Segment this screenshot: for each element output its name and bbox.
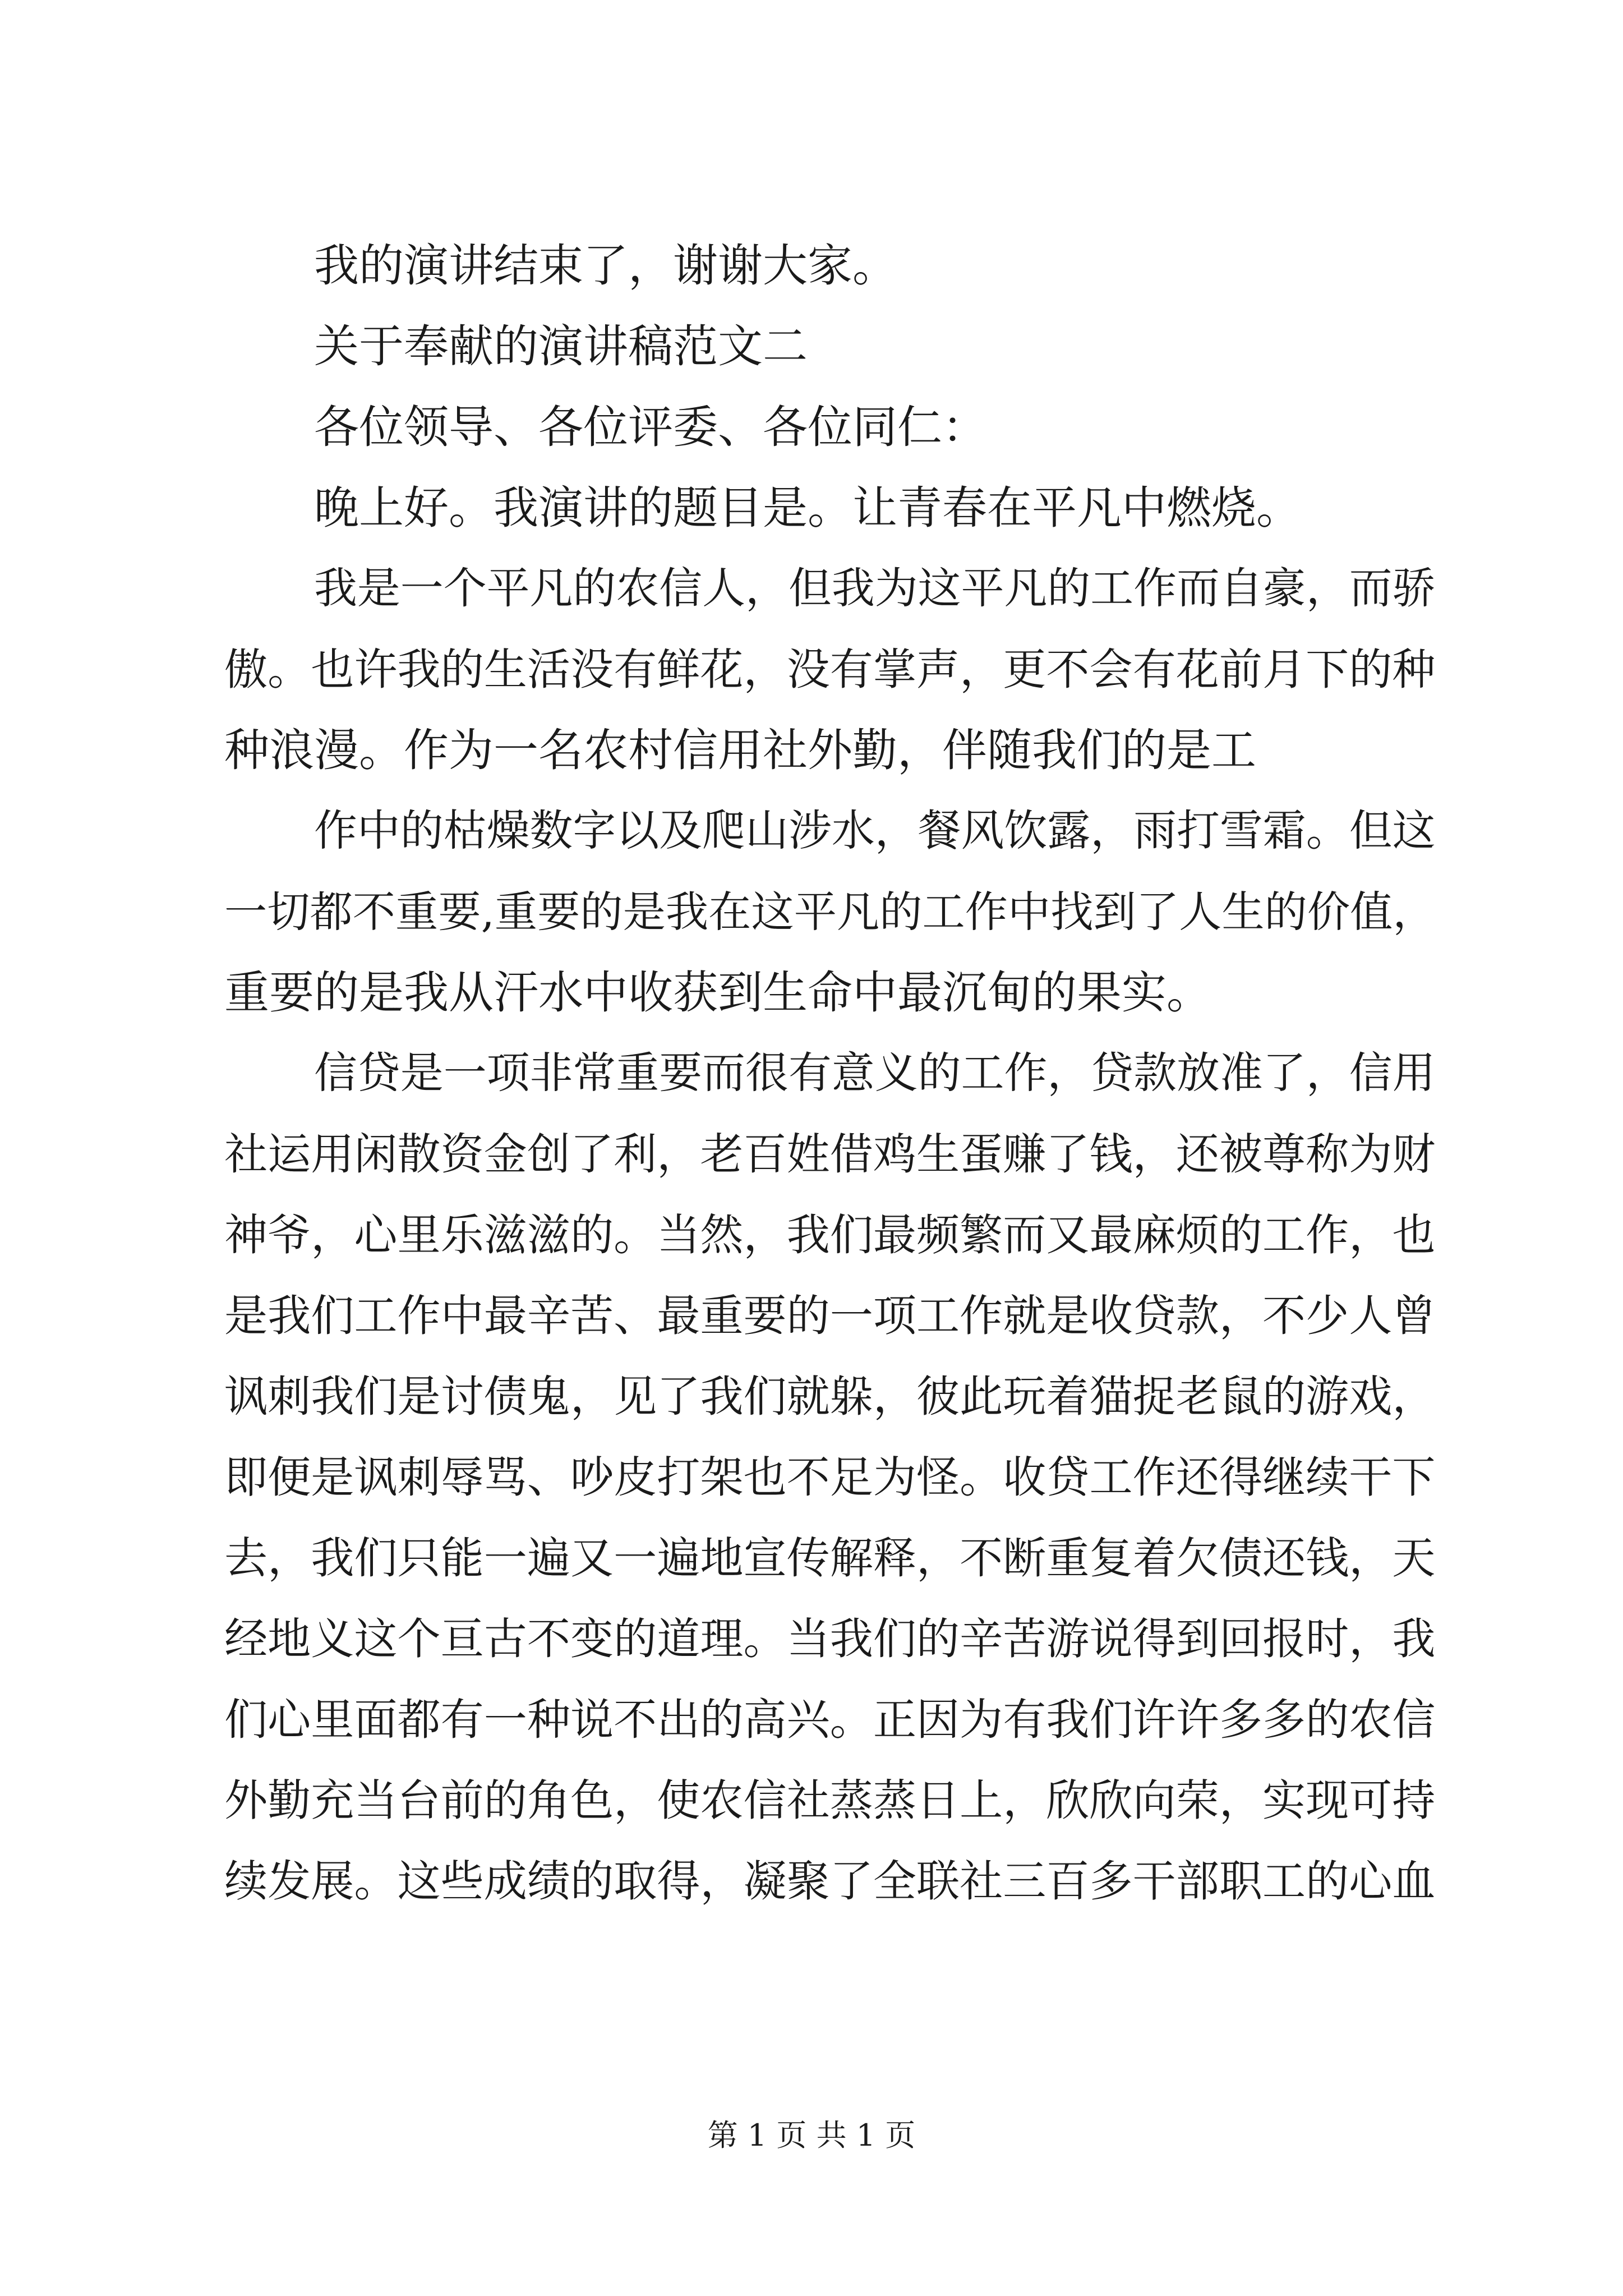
text-line: 讽刺我们是讨债鬼，见了我们就躲，彼此玩着猫捉老鼠的游戏， [224,1372,1436,1422]
text-line: 我的演讲结束了，谢谢大家。 [314,240,897,292]
page-number-label: 第 1 页 共 1 页 [707,2118,916,2153]
text-line: 去，我们只能一遍又一遍地宣传解释，不断重复着欠债还钱，天 [224,1533,1436,1584]
text-line: 我是一个平凡的农信人，但我为这平凡的工作而自豪，而骄 [314,564,1436,614]
text-line: 一切都不重要,重要的是我在这平凡的工作中找到了人生的价值， [224,887,1436,937]
text-line: 神爷，心里乐滋滋的。当然，我们最频繁而又最麻烦的工作，也 [224,1210,1436,1260]
text-line: 们心里面都有一种说不出的高兴。正因为有我们许许多多的农信 [224,1695,1436,1745]
text-line: 种浪漫。作为一名农村信用社外勤，伴随我们的是工 [224,724,1256,776]
text-line: 社运用闲散资金创了利，老百姓借鸡生蛋赚了钱，还被尊称为财 [224,1129,1436,1180]
salutation-line: 各位领导、各位评委、各位同仁： [314,401,987,453]
text-line: 信贷是一项非常重要而很有意义的工作，贷款放准了，信用 [314,1048,1436,1098]
text-line: 重要的是我从汗水中收获到生命中最沉甸的果实。 [224,967,1211,1019]
text-line: 是我们工作中最辛苦、最重要的一项工作就是收贷款，不少人曾 [224,1291,1436,1341]
text-line: 外勤充当台前的角色，使农信社蒸蒸日上，欣欣向荣，实现可持 [224,1775,1436,1826]
section-heading: 关于奉献的演讲稿范文二 [314,320,808,372]
text-line: 晚上好。我演讲的题目是。让青春在平凡中燃烧。 [314,482,1301,534]
text-line: 即便是讽刺辱骂、吵皮打架也不足为怪。收贷工作还得继续干下 [224,1452,1436,1503]
text-line: 作中的枯燥数字以及爬山涉水，餐风饮露，雨打雪霜。但这 [314,806,1436,856]
document-body [224,226,1436,1922]
text-line: 续发展。这些成绩的取得，凝聚了全联社三百多干部职工的心血 [224,1856,1436,1907]
page-footer [0,2116,1623,2155]
text-line: 傲。也许我的生活没有鲜花，没有掌声，更不会有花前月下的种 [224,645,1436,695]
text-line: 经地义这个亘古不变的道理。当我们的辛苦游说得到回报时，我 [224,1614,1436,1664]
